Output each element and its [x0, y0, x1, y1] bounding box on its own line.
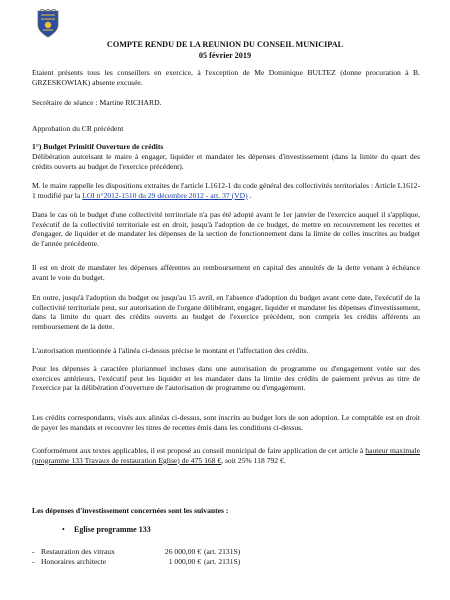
bullet-icon: • [62, 525, 65, 534]
secretary-line: Secrétaire de séance : Martine RICHARD. [32, 98, 162, 107]
approval-line: Approbation du CR précédent [32, 124, 124, 133]
expense-row [32, 557, 240, 567]
expense-label: Honoraires architecte [41, 557, 107, 566]
expense-dash: - [32, 557, 35, 566]
expense-amount: 1 000,00 € [168, 557, 201, 566]
expense-article: (art. 2131S) [204, 557, 241, 566]
para8-underlined: hauteur maximale (programme 133 Travaux de restauration Eglise) de 475 168 € [32, 446, 420, 465]
article-intro-paragraph [32, 181, 420, 200]
para1-start: M. le maire rappelle les dispositions extraites de l'article L1612-1 du code général des collectivités territoriales : Article L1612-1 modifié par la [32, 181, 420, 200]
article-paragraph-4: L'autorisation mentionnée à l'alinéa ci-dessus précise le montant et l'affectation des crédits. [32, 346, 309, 355]
document-title [0, 39, 450, 61]
para1-end: . [247, 190, 252, 200]
article-paragraph-2: Il est en droit de mandater les dépenses afférentes au remboursement en capital des annuités de la dette venant à échéance avant le vote du budget. [32, 263, 420, 282]
para8-end: , soit 25% 118 792 €. [221, 455, 286, 465]
article-paragraph-3: En outre, jusqu'à l'adoption du budget ou jusqu'au 15 avril, en l'absence d'adoption du budget avant cette date, l'exécutif de la collectivité territoriale peut, sur autorisation de l'organe délibérant, engager, liquider et mandater les dépenses d'investissement, dans la limite du quart des crédits ouverts au budget de l'exercice précédent, non compris les crédits afférents au remboursement de la dette. [32, 293, 420, 331]
article-paragraph-5: Pour les dépenses à caractère pluriannuel incluses dans une autorisation de programme ou d'engagement votée sur des exercices antérieurs, l'exécutif peut les liquider et les mandater dans la limite des crédits de paiement prévus au titre de l'exercice par la délibération d'ouverture de l'autorisation de programme ou d'engagement. [32, 364, 420, 393]
program-label: Eglise programme 133 [74, 525, 151, 534]
expense-list [32, 547, 240, 567]
expense-label: Restauration des vitraux [41, 547, 115, 556]
expenses-heading: Les dépenses d'investissement concernées sont les suivantes : [32, 506, 229, 515]
article-paragraph-1: Dans le cas où le budget d'une collectivité territoriale n'a pas été adopté avant le 1er janvier de l'exercice auquel il s'applique, l'exécutif de la collectivité territoriale est en droit, jusqu'à l'adoption de ce budget, de mettre en recouvrement les recettes et d'engager, de liquider et de mandater les dépenses de la section de fonctionnement dans la limite de celles inscrites au budget de l'année précédente. [32, 210, 420, 248]
expense-row [32, 547, 240, 557]
meeting-date: 05 février 2019 [198, 51, 252, 60]
expense-amount: 26 000,00 € [164, 547, 201, 556]
expense-dash: - [32, 547, 35, 556]
expense-article: (art. 2131S) [204, 547, 241, 556]
meeting-title: COMPTE RENDU DE LA REUNION DU CONSEIL MUNICIPAL [106, 40, 344, 49]
presence-paragraph: Etaient présents tous les conseillers en exercice, à l'exception de Me Dominique BULTEZ (donne procuration à B. GRZESKOWIAK) absente excusée. [32, 68, 420, 87]
proposal-paragraph [32, 446, 420, 465]
municipal-crest-icon [36, 9, 60, 39]
section-heading: 1°) Budget Primitif Ouverture de crédits [32, 142, 164, 151]
para8-start: Conformément aux textes applicables, il est proposé au conseil municipal de faire application de cet article à [32, 446, 366, 455]
section-description: Délibération autorisant le maire à engager, liquider et mandater les dépenses d'investissement (dans la limite du quart des crédits ouverts au budget de l'exercice précédent). [32, 152, 420, 171]
article-paragraph-6: Les crédits correspondants, visés aux alinéas ci-dessus, sont inscrits au budget lors de son adoption. Le comptable est en droit de payer les mandats et recouvrer les titres de recettes émis dans les conditions ci-dessus. [32, 413, 420, 432]
law-link[interactable]: LOI n°2012-1510 du 29 décembre 2012 - art. 37 (VD) [82, 190, 248, 200]
